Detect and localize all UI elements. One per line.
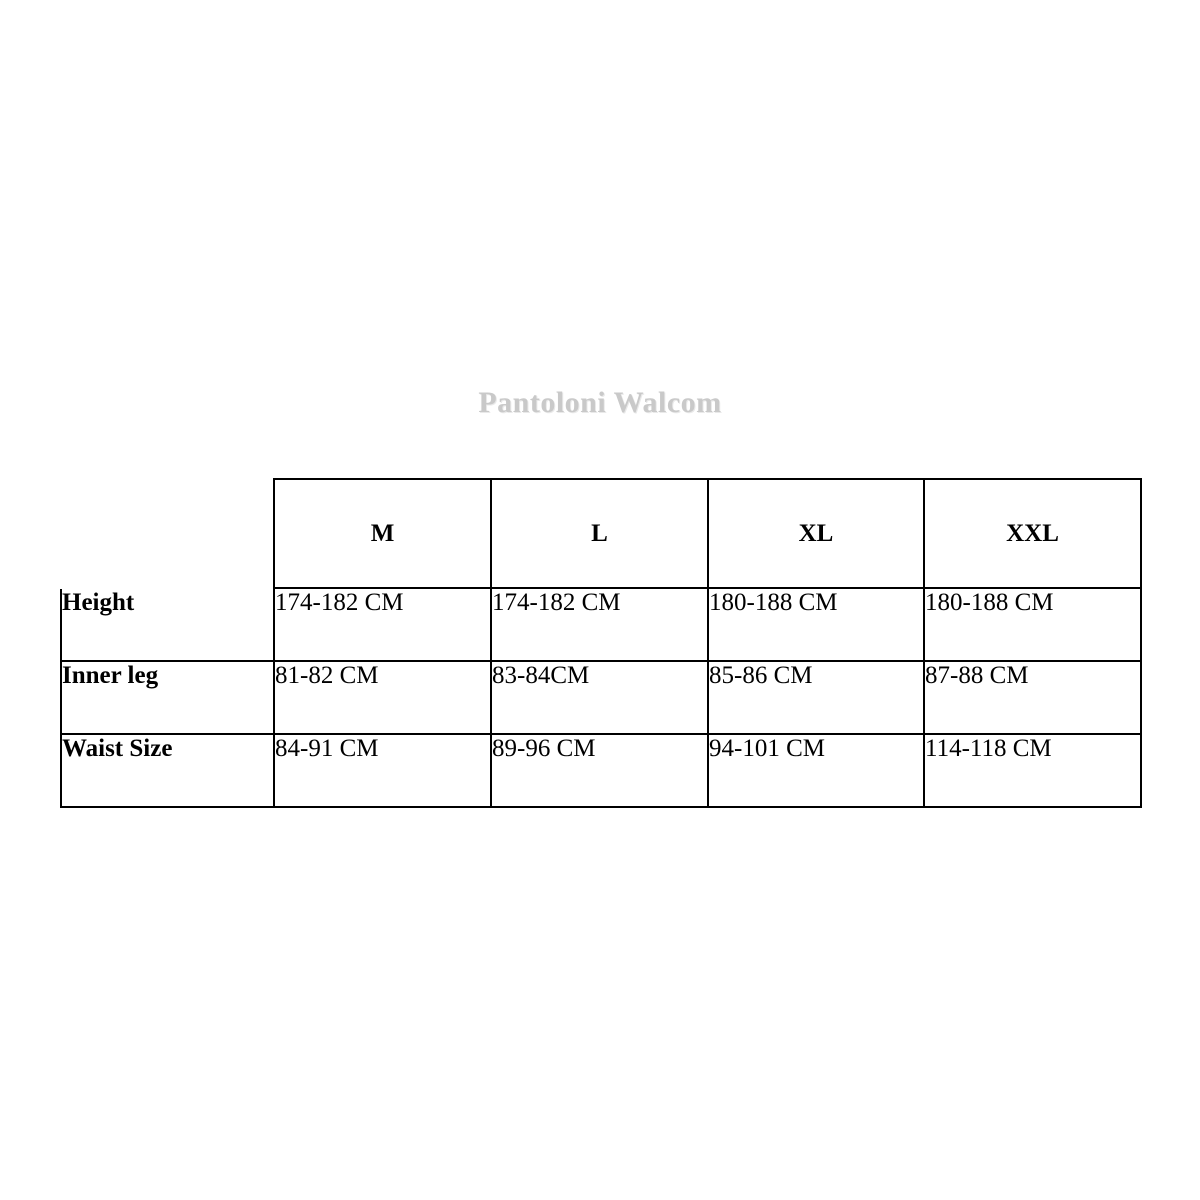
column-header-xxl: XXL — [924, 479, 1141, 588]
cell-inner-leg-m: 81-82 CM — [274, 661, 491, 734]
row-label-height: Height — [61, 588, 274, 661]
cell-waist-size-m: 84-91 CM — [274, 734, 491, 807]
cell-waist-size-xxl: 114-118 CM — [924, 734, 1141, 807]
row-label-waist-size: Waist Size — [61, 734, 274, 807]
table-row — [61, 588, 1141, 661]
cell-inner-leg-xxl: 87-88 CM — [924, 661, 1141, 734]
cell-inner-leg-l: 83-84CM — [491, 661, 708, 734]
cell-height-m: 174-182 CM — [274, 588, 491, 661]
table-header-row — [61, 479, 1141, 588]
cell-height-l: 174-182 CM — [491, 588, 708, 661]
column-header-xl: XL — [708, 479, 924, 588]
column-header-l: L — [491, 479, 708, 588]
table-corner-cell — [61, 479, 274, 588]
cell-height-xl: 180-188 CM — [708, 588, 924, 661]
table-row — [61, 661, 1141, 734]
brand-title: Pantoloni Walcom — [478, 386, 722, 419]
cell-height-xxl: 180-188 CM — [924, 588, 1141, 661]
cell-inner-leg-xl: 85-86 CM — [708, 661, 924, 734]
row-label-inner-leg: Inner leg — [61, 661, 274, 734]
size-chart-table — [60, 478, 1142, 808]
table-row — [61, 734, 1141, 807]
cell-waist-size-l: 89-96 CM — [491, 734, 708, 807]
column-header-m: M — [274, 479, 491, 588]
cell-waist-size-xl: 94-101 CM — [708, 734, 924, 807]
